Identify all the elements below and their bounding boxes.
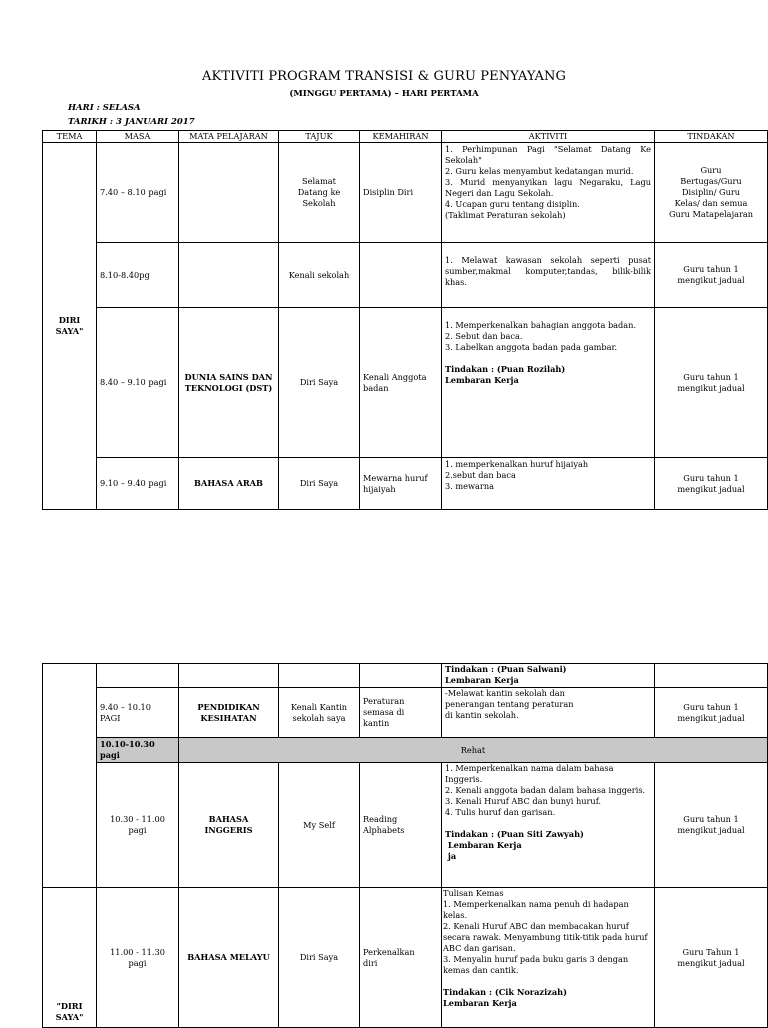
tindakan-cell: Guru tahun 1 mengikut jadual xyxy=(655,308,768,458)
tajuk-cell: Diri Saya xyxy=(279,308,360,458)
lembaran-kerja: Lembaran Kerja xyxy=(443,998,517,1008)
header-masa: MASA xyxy=(97,131,179,143)
mata-pelajaran-cell xyxy=(179,243,279,308)
aktiviti-cell: -Melawat kantin sekolah dan penerangan tentang peraturan di kantin sekolah. xyxy=(442,688,655,738)
hari-label: HARI : SELASA xyxy=(68,103,141,113)
aktiviti-line: 3. Menyalin huruf pada buku garis 3 dengan kemas dan cantik. xyxy=(443,954,629,975)
rehat-label: Rehat xyxy=(179,738,768,763)
aktiviti-extra: ja xyxy=(445,851,457,861)
table-row xyxy=(43,664,768,688)
mata-pelajaran-cell: BAHASA ARAB xyxy=(179,458,279,510)
kemahiran-cell: Kenali Anggota badan xyxy=(360,308,442,458)
aktiviti-line: 3. Labelkan anggota badan pada gambar. xyxy=(445,342,618,352)
mata-pelajaran-cell: DUNIA SAINS DAN TEKNOLOGI (DST) xyxy=(179,308,279,458)
mata-pelajaran-cell: BAHASA MELAYU xyxy=(179,888,279,1028)
tajuk-cell: Diri Saya xyxy=(279,458,360,510)
aktiviti-line: 3. Kenali Huruf ABC dan bunyi huruf. xyxy=(445,796,602,806)
kemahiran-cell: Reading Alphabets xyxy=(360,763,442,888)
tindakan-cell: Guru tahun 1 mengikut jadual xyxy=(655,243,768,308)
aktiviti-line: 1. Perhimpunan Pagi "Selamat Datang Ke Sekolah" xyxy=(445,144,651,165)
lembaran-kerja: Lembaran Kerja xyxy=(445,675,519,685)
header-aktiviti: AKTIVITI xyxy=(442,131,655,143)
header-tema: TEMA xyxy=(43,131,97,143)
masa-cell xyxy=(97,664,179,688)
tindakan-cell: Guru tahun 1 mengikut jadual xyxy=(655,458,768,510)
document-subtitle: (MINGGU PERTAMA) – HARI PERTAMA xyxy=(289,89,479,99)
kemahiran-cell: Peraturan semasa di kantin xyxy=(360,688,442,738)
aktiviti-line: 2. Kenali anggota badan dalam bahasa inggeris. xyxy=(445,785,646,795)
header-mata-pelajaran: MATA PELAJARAN xyxy=(179,131,279,143)
tindakan-cell: Guru Tahun 1 mengikut jadual xyxy=(655,888,768,1028)
table-row xyxy=(43,688,768,738)
table-header-row xyxy=(43,131,768,143)
aktiviti-title: Tulisan Kemas xyxy=(443,888,504,898)
table-row xyxy=(43,763,768,888)
tindakan-cell xyxy=(655,664,768,688)
masa-cell: 10.10-10.30 pagi xyxy=(97,738,179,763)
tindakan-teacher: Tindakan : (Puan Rozilah) xyxy=(445,364,566,374)
document-title: AKTIVITI PROGRAM TRANSISI & GURU PENYAYANG xyxy=(202,69,566,84)
aktiviti-cell xyxy=(442,888,655,1028)
schedule-table-1 xyxy=(42,130,768,510)
mata-pelajaran-cell xyxy=(179,664,279,688)
aktiviti-cell xyxy=(442,143,655,243)
table-row xyxy=(43,888,768,1028)
tajuk-cell: Kenali sekolah xyxy=(279,243,360,308)
tema-cell: "DIRI SAYA" xyxy=(43,888,97,1028)
table-row xyxy=(43,243,768,308)
lembaran-kerja: Lembaran Kerja xyxy=(445,840,522,850)
aktiviti-cell xyxy=(442,763,655,888)
tema-cell: DIRI SAYA" xyxy=(43,143,97,510)
tindakan-teacher: Tindakan : (Puan Salwani) xyxy=(445,664,567,674)
tarikh-label: TARIKH : 3 JANUARI 2017 xyxy=(68,117,195,127)
tindakan-cell: Guru tahun 1 mengikut jadual xyxy=(655,688,768,738)
masa-cell: 11.00 - 11.30 pagi xyxy=(97,888,179,1028)
mata-pelajaran-cell: BAHASA INGGERIS xyxy=(179,763,279,888)
tajuk-cell: Selamat Datang ke Sekolah xyxy=(279,143,360,243)
aktiviti-line: 2.sebut dan baca xyxy=(445,470,516,480)
tajuk-cell: My Self xyxy=(279,763,360,888)
tindakan-cell: Guru tahun 1 mengikut jadual xyxy=(655,763,768,888)
tajuk-cell xyxy=(279,664,360,688)
schedule-table-2 xyxy=(42,663,768,1028)
tindakan-teacher: Tindakan : (Puan Siti Zawyah) xyxy=(445,829,584,839)
header-tindakan: TINDAKAN xyxy=(655,131,768,143)
masa-cell: 7.40 – 8.10 pagi xyxy=(97,143,179,243)
tindakan-teacher: Tindakan : (Cik Norazizah) xyxy=(443,987,567,997)
aktiviti-line: 3. Murid menyanyikan lagu Negaraku, Lagu Negeri dan Lagu Sekolah. xyxy=(445,177,651,198)
aktiviti-cell xyxy=(442,308,655,458)
aktiviti-line: 1. Memperkenalkan nama penuh di hadapan kelas. xyxy=(443,899,629,920)
aktiviti-line: 1. Melawat kawasan sekolah seperti pusat sumber,makmal komputer,tandas, bilik-bilik khas. xyxy=(445,255,651,287)
aktiviti-line: 1. Memperkenalkan bahagian anggota badan. xyxy=(445,320,637,330)
aktiviti-line: 1. memperkenalkan huruf hijaiyah xyxy=(445,459,589,469)
tajuk-cell: Diri Saya xyxy=(279,888,360,1028)
mata-pelajaran-cell xyxy=(179,143,279,243)
mata-pelajaran-cell: PENDIDIKAN KESIHATAN xyxy=(179,688,279,738)
aktiviti-line: 1. Memperkenalkan nama dalam bahasa Inggeris. xyxy=(445,763,614,784)
masa-cell: 9.40 – 10.10 PAGI xyxy=(97,688,179,738)
tajuk-cell: Kenali Kantin sekolah saya xyxy=(279,688,360,738)
rehat-row xyxy=(43,738,768,763)
kemahiran-cell: Mewarna huruf hijaiyah xyxy=(360,458,442,510)
tema-cell-empty xyxy=(43,664,97,888)
aktiviti-line: (Taklimat Peraturan sekolah) xyxy=(445,210,566,220)
masa-cell: 8.40 – 9.10 pagi xyxy=(97,308,179,458)
kemahiran-cell: Disiplin Diri xyxy=(360,143,442,243)
kemahiran-cell xyxy=(360,664,442,688)
aktiviti-cell xyxy=(442,458,655,510)
table-row xyxy=(43,143,768,243)
header-kemahiran: KEMAHIRAN xyxy=(360,131,442,143)
aktiviti-line: 2. Sebut dan baca. xyxy=(445,331,523,341)
aktiviti-line: 4. Tulis huruf dan garisan. xyxy=(445,807,556,817)
aktiviti-cell xyxy=(442,664,655,688)
masa-cell: 9.10 – 9.40 pagi xyxy=(97,458,179,510)
table-row xyxy=(43,458,768,510)
table-row xyxy=(43,308,768,458)
aktiviti-line: 2. Kenali Huruf ABC dan membacakan huruf secara rawak. Menyambung titik-titik pada huruf ABC dan garisan. xyxy=(443,921,648,953)
kemahiran-cell xyxy=(360,243,442,308)
aktiviti-line: 4. Ucapan guru tentang disiplin. xyxy=(445,199,580,209)
tindakan-cell: Guru Bertugas/Guru Disiplin/ Guru Kelas/ dan semua Guru Matapelajaran xyxy=(655,143,768,243)
aktiviti-line: 2. Guru kelas menyambut kedatangan murid. xyxy=(445,166,634,176)
aktiviti-line: 3. mewarna xyxy=(445,481,494,491)
aktiviti-cell xyxy=(442,243,655,308)
masa-cell: 8.10-8.40pg xyxy=(97,243,179,308)
header-tajuk: TAJUK xyxy=(279,131,360,143)
lembaran-kerja: Lembaran Kerja xyxy=(445,375,519,385)
masa-cell: 10.30 - 11.00 pagi xyxy=(97,763,179,888)
kemahiran-cell: Perkenalkan diri xyxy=(360,888,442,1028)
